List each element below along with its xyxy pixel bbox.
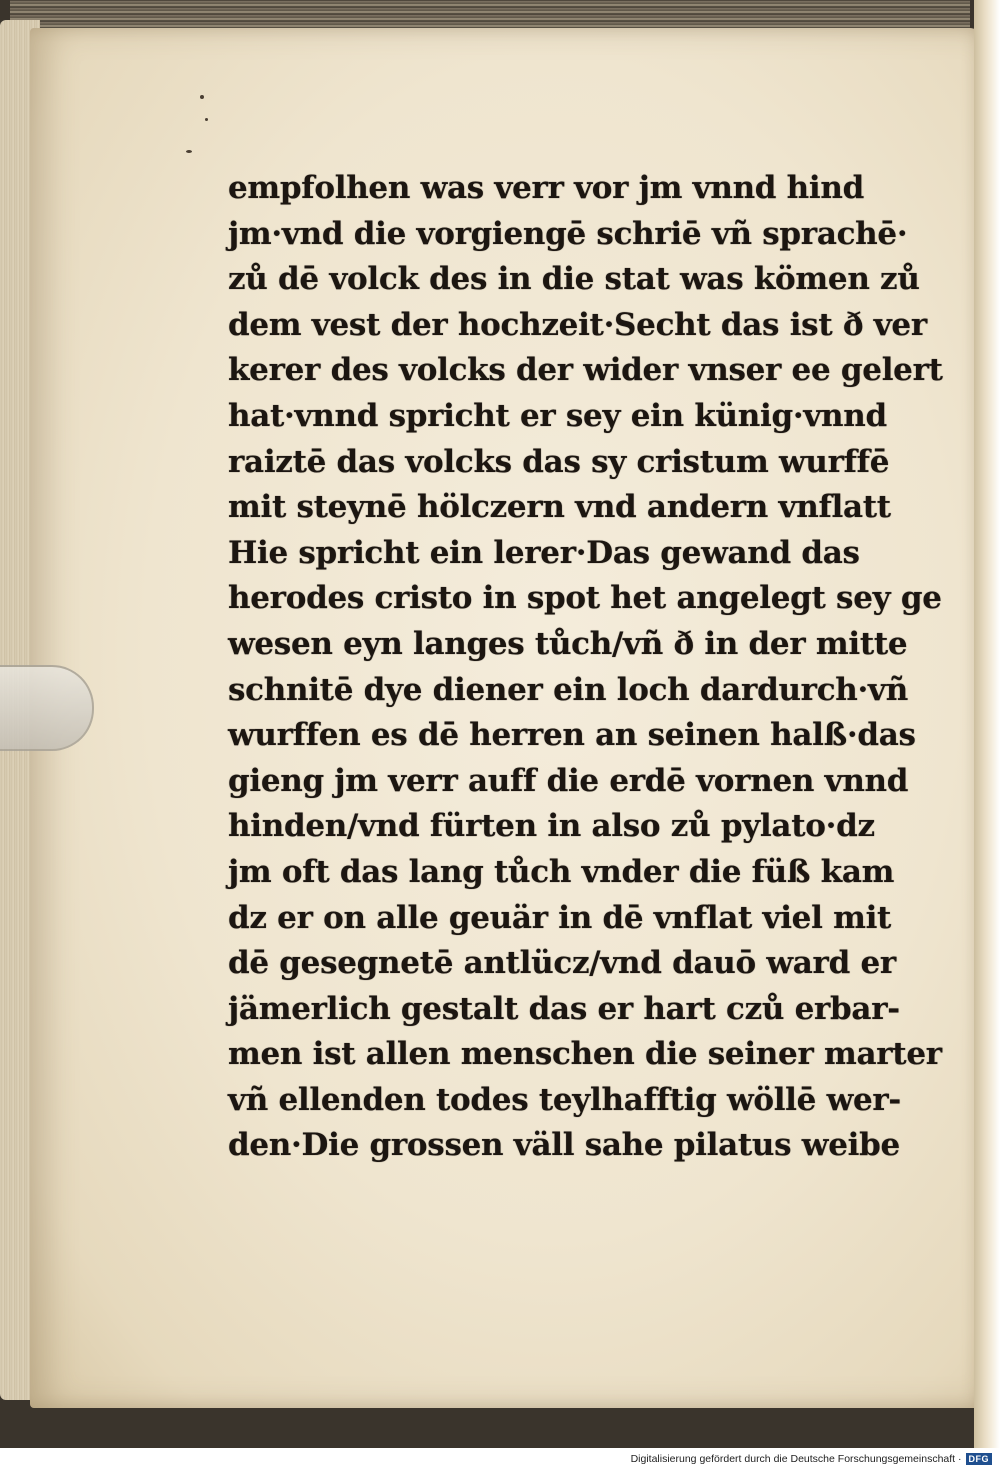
dfg-logo-icon: DFG [966,1453,993,1465]
text-line-4: dem vest der hochzeit·Secht das ist ð ver [228,306,927,343]
text-line-3: zů dē volck des in die stat was kömen zů [228,261,920,298]
text-line-2: jm·vnd die vorgiengē schriē vñ sprachē· [228,215,908,252]
text-line-12: schnitē dye diener ein loch dardurch·vñ [228,671,908,708]
text-line-20: men ist allen menschen die seiner marter [228,1036,942,1073]
book-right-edge [974,0,1000,1448]
text-line-17: dz er on alle geuär in dē vnflat viel mit [228,899,892,936]
ink-speck [205,118,208,121]
text-line-21: vñ ellenden todes teylhafftig wöllē wer- [228,1081,901,1118]
text-line-10: herodes cristo in spot het angelegt sey ge [228,580,942,617]
text-line-19: jämerlich gestalt das er hart czů erbar- [228,990,900,1027]
ink-speck [186,150,192,153]
ink-speck [200,95,204,99]
text-line-9: Hie spricht ein lerer·Das gewand das [228,534,860,571]
text-line-16: jm oft das lang tůch vnder die füß kam [228,853,895,890]
text-line-22: den·Die grossen väll sahe pilatus weibe [228,1127,900,1164]
text-line-8: mit steynē hölczern vnd andern vnflatt [228,489,891,526]
text-line-14: gieng jm verr auff die erdē vornen vnnd [228,762,909,799]
text-line-15: hinden/vnd fürten in also zů pylato·dz [228,808,875,845]
text-line-7: raiztē das volcks das sy cristum wurffē [228,443,890,480]
text-line-11: wesen eyn langes tůch/vñ ð in der mitte [228,625,908,662]
text-line-6: hat·vnnd spricht er sey ein künig·vnnd [228,397,887,434]
text-line-18: dē gesegnetē antlücz/vnd dauō ward er [228,945,896,982]
text-line-1: empfolhen was verr vor jm vnnd hind [228,170,865,206]
funding-credit: Digitalisierung gefördert durch die Deutsche Forschungsgemeinschaft · [630,1453,962,1465]
blackletter-text-block [228,166,943,1169]
text-line-13: wurffen es dē herren an seinen halß·das [228,717,916,754]
page-clip [0,665,94,751]
text-line-5: kerer des volcks der wider vnser ee gelert [228,352,943,389]
digitization-footer [0,1448,1000,1470]
